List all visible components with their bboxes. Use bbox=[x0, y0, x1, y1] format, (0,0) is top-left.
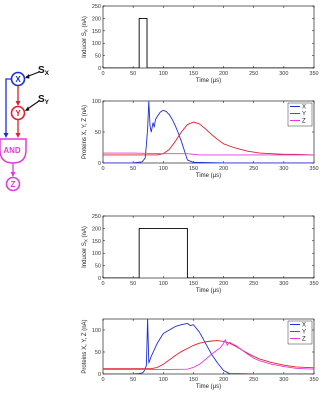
x-axis-label: Time (µs) bbox=[195, 288, 222, 294]
x-tick-label: 350 bbox=[309, 166, 319, 172]
legend-label-z: Z bbox=[302, 118, 306, 125]
chart-panel-a-proteins bbox=[82, 99, 319, 179]
y-tick-label: 0 bbox=[97, 161, 101, 167]
plot-frame bbox=[103, 319, 314, 374]
legend-label-y: Y bbox=[302, 111, 307, 118]
x-tick-label: 200 bbox=[218, 166, 229, 172]
x-tick-label: 100 bbox=[158, 166, 168, 172]
x-tick-label: 200 bbox=[218, 281, 229, 287]
x-tick-label: 350 bbox=[309, 377, 319, 383]
y-tick-label: 200 bbox=[91, 16, 101, 23]
y-tick-label: 100 bbox=[91, 328, 101, 334]
chart-panel-b-proteins bbox=[82, 319, 319, 390]
chart-panel-b-inducer bbox=[82, 214, 319, 294]
x-tick-label: 350 bbox=[309, 71, 319, 77]
x-tick-label: 150 bbox=[188, 281, 199, 287]
x-tick-label: 350 bbox=[309, 281, 319, 287]
y-tick-label: 250 bbox=[91, 214, 101, 220]
x-tick-label: 250 bbox=[249, 166, 259, 172]
legend-label-x: X bbox=[302, 104, 307, 111]
y-tick-label: 150 bbox=[91, 238, 101, 245]
y-tick-label: 100 bbox=[91, 41, 101, 48]
y-tick-label: 50 bbox=[94, 130, 101, 136]
legend bbox=[288, 321, 312, 344]
x-tick-label: 200 bbox=[218, 71, 229, 77]
x-tick-label: 200 bbox=[218, 377, 229, 383]
x-tick-label: 50 bbox=[130, 166, 137, 172]
y-tick-label: 0 bbox=[97, 276, 101, 282]
y-tick-label: 0 bbox=[97, 66, 101, 72]
x-tick-label: 300 bbox=[279, 166, 289, 172]
x-axis-label: Time (µs) bbox=[195, 384, 222, 390]
x-tick-label: 0 bbox=[101, 377, 105, 383]
legend-label-x: X bbox=[302, 322, 307, 329]
x-tick-label: 300 bbox=[279, 281, 289, 287]
x-tick-label: 50 bbox=[130, 71, 137, 77]
legend-label-z: Z bbox=[302, 336, 306, 343]
y-axis-label: Proteins X, Y, Z (nA) bbox=[82, 319, 88, 374]
x-tick-label: 100 bbox=[158, 281, 168, 287]
x-tick-label: 0 bbox=[101, 166, 105, 172]
node-x-label: X bbox=[15, 75, 21, 84]
y-axis-label: Inducer $S_X$ (nA) bbox=[82, 16, 89, 58]
x-tick-label: 150 bbox=[188, 166, 199, 172]
x-tick-label: 50 bbox=[130, 377, 137, 383]
x-tick-label: 100 bbox=[158, 71, 168, 77]
legend-label-y: Y bbox=[302, 329, 307, 336]
plot-frame bbox=[103, 6, 314, 68]
x-axis-label: Time (µs) bbox=[195, 173, 222, 179]
y-tick-label: 100 bbox=[91, 99, 101, 105]
x-tick-label: 50 bbox=[130, 281, 137, 287]
y-tick-label: 50 bbox=[94, 263, 101, 270]
node-y-label: Y bbox=[15, 109, 21, 118]
y-axis-label: Proteins X, Y, Z (nA) bbox=[82, 104, 88, 160]
y-tick-label: 200 bbox=[91, 226, 101, 233]
and-gate-label: AND bbox=[3, 146, 21, 155]
x-axis-label: Time (µs) bbox=[195, 78, 222, 84]
x-tick-label: 150 bbox=[188, 71, 199, 77]
x-tick-label: 250 bbox=[249, 377, 259, 383]
x-tick-label: 0 bbox=[101, 281, 105, 287]
x-tick-label: 100 bbox=[158, 377, 168, 383]
x-tick-label: 250 bbox=[249, 281, 259, 287]
y-tick-label: 150 bbox=[91, 28, 101, 35]
y-axis-label: Inducer $S_X$ (nA) bbox=[82, 226, 89, 268]
y-tick-label: 100 bbox=[91, 251, 101, 258]
plot-frame bbox=[103, 216, 314, 278]
x-tick-label: 0 bbox=[101, 71, 105, 77]
x-tick-label: 150 bbox=[188, 377, 199, 383]
y-tick-label: 0 bbox=[97, 372, 101, 378]
x-tick-label: 300 bbox=[279, 71, 289, 77]
y-tick-label: 50 bbox=[94, 350, 101, 356]
x-tick-label: 250 bbox=[249, 71, 259, 77]
legend bbox=[288, 103, 312, 126]
y-tick-label: 250 bbox=[91, 4, 101, 10]
signal-y-label: $S_Y$ bbox=[38, 94, 50, 106]
signal-x-label: $S_X$ bbox=[38, 65, 50, 77]
node-z-label: Z bbox=[10, 180, 16, 189]
chart-panel-a-inducer bbox=[82, 4, 319, 84]
y-tick-label: 50 bbox=[94, 53, 101, 60]
x-tick-label: 300 bbox=[279, 377, 289, 383]
